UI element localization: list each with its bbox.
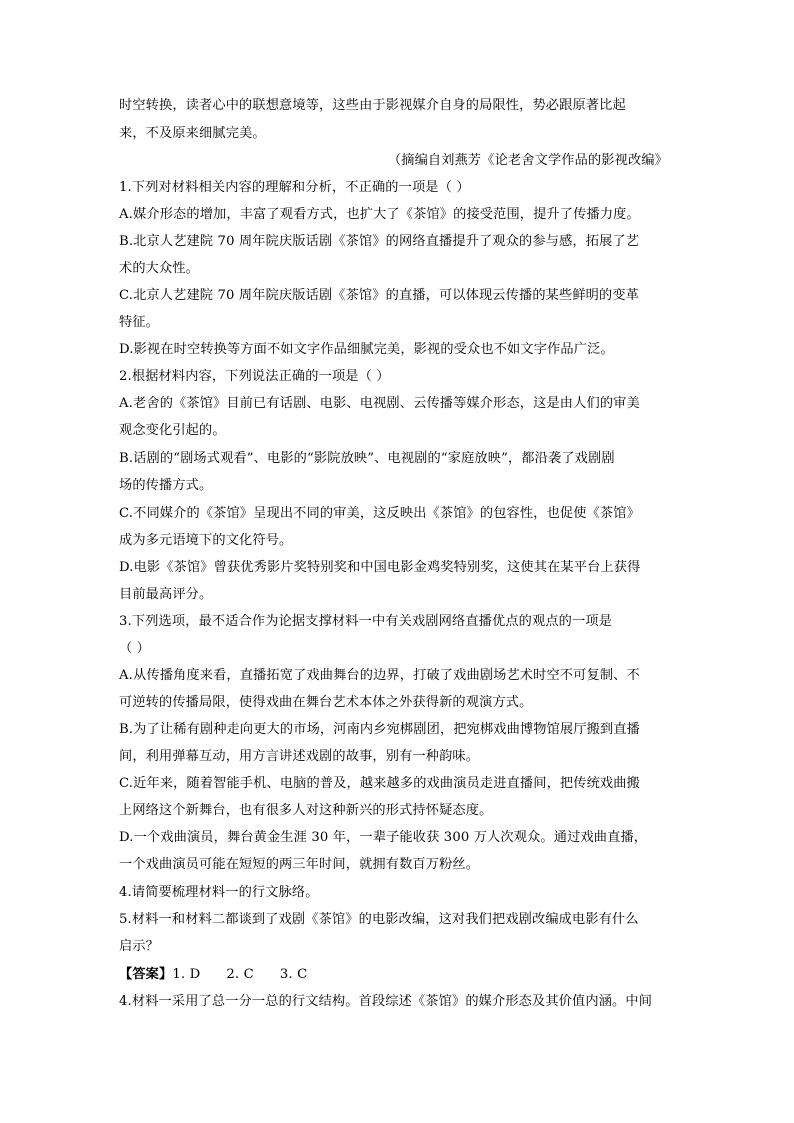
question-2-option-d: D.电影《茶馆》曾获优秀影片奖特别奖和中国电影金鸡奖特别奖，这使其在某平台上获得 [119, 560, 641, 575]
question-3-option-a: A.从传播角度来看，直播拓宽了戏曲舞台的边界，打破了戏曲剧场艺术时空不可复制、不 [119, 668, 640, 683]
question-3-option-b-cont: 间，利用弹幕互动，用方言讲述戏剧的故事，别有一种韵味。 [119, 749, 480, 764]
question-2-option-a-cont: 观念变化引起的。 [119, 423, 226, 438]
question-2-option-a: A.老舍的《茶馆》目前已有话剧、电影、电视剧、云传播等媒介形态，这是由人们的审美 [119, 396, 640, 411]
question-2-option-c-cont: 成为多元语境下的文化符号。 [119, 533, 293, 548]
question-5-stem: 5.材料一和材料二都谈到了戏剧《茶馆》的电影改编，这对我们把戏剧改编成电影有什么 [119, 912, 639, 927]
answer-4-text: 4.材料一采用了总一分一总的行文结构。首段综述《茶馆》的媒介形态及其价值内涵。中间 [119, 994, 653, 1009]
question-3-option-c: C.近年来，随着智能手机、电脑的普及，越来越多的戏曲演员走进直播间，把传统戏曲搬 [119, 776, 640, 791]
question-4-stem: 4.请简要梳理材料一的行文脉络。 [119, 885, 319, 900]
question-3-stem-cont: （ ） [119, 641, 151, 656]
question-1-option-b-cont: 术的大众性。 [119, 261, 200, 276]
answer-line [119, 966, 679, 984]
question-1-stem: 1.下列对材料相关内容的理解和分析，不正确的一项是（ ） [119, 180, 470, 195]
question-5-stem-cont: 启示？ [119, 939, 160, 954]
question-2-option-c: C.不同媒介的《茶馆》呈现出不同的审美，这反映出《茶馆》的包容性，也促使《茶馆》 [119, 506, 640, 521]
question-2-option-b-cont: 场的传播方式。 [119, 478, 213, 493]
question-1-option-d: D.影视在时空转换等方面不如文字作品细腻完美，影视的受众也不如文字作品广泛。 [119, 342, 614, 357]
question-2-option-b: B.话剧的“剧场式观看”、电影的“影院放映”、电视剧的“家庭放映”，都沿袭了戏剧剧 [119, 451, 615, 466]
question-1-option-c-cont: 特征。 [119, 315, 160, 330]
question-3-option-c-cont: 上网络这个新舞台，也有很多人对这种新兴的形式持怀疑态度。 [119, 803, 493, 818]
question-3-stem: 3.下列选项，最不适合作为论据支撑材料一中有关戏剧网络直播优点的观点的一项是 [119, 614, 613, 629]
question-2-stem: 2.根据材料内容，下列说法正确的一项是（ ） [119, 369, 390, 384]
question-1-option-b: B.北京人艺建院 70 周年院庆版话剧《茶馆》的网络直播提升了观众的参与感，拓展了艺 [119, 234, 640, 249]
question-3-option-d-cont: 一个戏曲演员可能在短短的两三年时间，就拥有数百万粉丝。 [119, 857, 480, 872]
question-1-option-a: A.媒介形态的增加，丰富了观看方式，也扩大了《茶馆》的接受范围，提升了传播力度。 [119, 207, 640, 222]
answer-label: 【答案】 [119, 967, 173, 982]
answer-choices: 1. D 2. C 3. C [172, 967, 308, 982]
source-citation: （摘编自刘燕芳《论老舍文学作品的影视改编》 [387, 153, 668, 168]
question-3-option-a-cont: 可逆转的传播局限，使得戏曲在舞台艺术本体之外获得新的观演方式。 [119, 695, 533, 710]
passage-line: 时空转换，读者心中的联想意境等，这些由于影视媒介自身的局限性，势必跟原著比起 [119, 98, 626, 113]
question-2-option-d-cont: 目前最高评分。 [119, 587, 213, 602]
question-3-option-b: B.为了让稀有剧种走向更大的市场，河南内乡宛梆剧团，把宛梆戏曲博物馆展厅搬到直播 [119, 722, 641, 737]
question-1-option-c: C.北京人艺建院 70 周年院庆版话剧《茶馆》的直播，可以体现云传播的某些鲜明的变革 [119, 288, 640, 303]
question-3-option-d: D.一个戏曲演员，舞台黄金生涯 30 年，一辈子能收获 300 万人次观众。通过戏曲直播， [119, 830, 648, 845]
passage-line: 来，不及原来细腻完美。 [119, 126, 266, 141]
